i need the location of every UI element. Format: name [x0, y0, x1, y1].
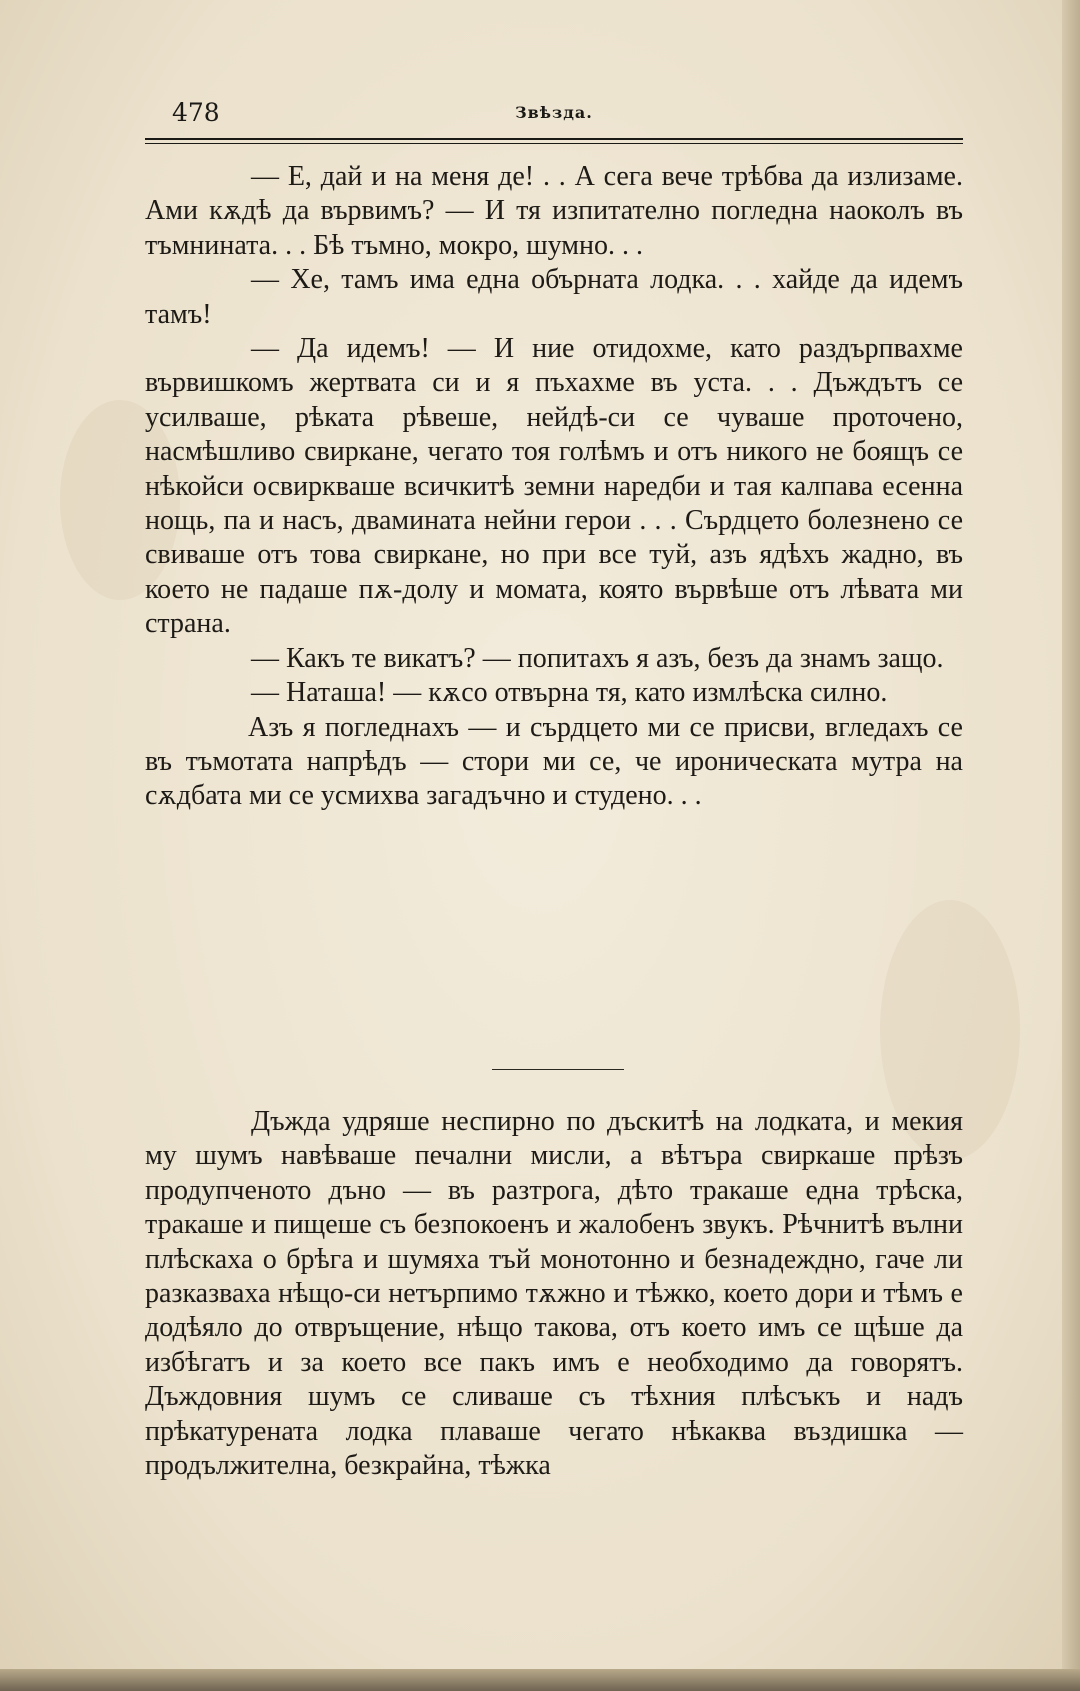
paragraph: Дъжда удряше неспирно по дъскитѣ на лодката, и мекия му шумъ навѣваше печални мисли, а вѣтъра свиркаше прѣзъ продупченото дъно — въ разтрога, дѣто тракаше една трѣска, тракаше и пищеше съ безпокоенъ и жалобенъ звукъ. Рѣчнитѣ вълни плѣскаха о брѣга и шумяха тъй монотонно и безнадеждно, гаче ли разказваха нѣщо-си нетърпимо тѫжно и тѣжко, което дори и тѣмъ е додѣяло до отвръщение, нѣщо такова, отъ което имъ се щѣше да избѣгатъ и за което все пакъ имъ е необходимо да говорятъ. Дъждовния шумъ се сливаше съ тѣхния плѣсъкъ и надъ прѣкатурената лодка плаваше чегато нѣкаква въздишка — продължителна, безкрайна, тѣжка: [145, 1106, 963, 1482]
paragraph: — Да идемъ! — И ние отидохме, като раздърпвахме вървишкомъ жертвата си и я пъхахме въ уста. . . Дъждътъ се усилваше, рѣката рѣвеше, нейдѣ-си се чуваше проточено, насмѣшливо свиркане, чегато тоя голѣмъ и отъ никого не боящъ се нѣкойси освиркваше всичкитѣ земни наредби и тая калпава есенна нощь, па и насъ, двамината нейни герои . . . Сърдцето болезнено се свиваше отъ това свиркане, но при все туй, азъ ядѣхъ жадно, въ което не падаше пѫ-долу и момата, която вървѣше отъ лѣвата ми страна.: [145, 333, 963, 640]
running-title: Звѣзда.: [515, 103, 593, 122]
header-rule: [145, 138, 963, 144]
paragraph: Азъ я погледнахъ — и сърдцето ми се присви, вгледахъ се въ тъмотата напрѣдъ — стори ми се, че ироническата мутра на сѫдбата ми се усмихва загадъчно и студено. . .: [145, 711, 963, 812]
page-number: 478: [172, 98, 220, 127]
paragraph: — Е, дай и на меня де! . . А сега вече трѣбва да излизаме. Ами кѫдѣ да вървимъ? — И тя изпитателно погледна наоколъ въ тъмнината. . . Бѣ тъмно, мокро, шумно. . .: [145, 161, 963, 261]
section-1-text: [145, 160, 963, 814]
page-bottom-edge: [0, 1669, 1080, 1691]
page-edge: [1062, 0, 1080, 1691]
paragraph: — Какъ те викатъ? — попитахъ я азъ, безъ да знамъ защо.: [251, 642, 944, 674]
paragraph: — Наташа! — кѫсо отвърна тя, като измлѣска силно.: [251, 677, 888, 709]
paragraph: — Хе, тамъ има една обърната лодка. . . хайде да идемъ тамъ!: [145, 264, 963, 330]
section-divider: [492, 1069, 624, 1070]
section-2-text: [145, 1105, 963, 1483]
page-header: [145, 98, 963, 138]
